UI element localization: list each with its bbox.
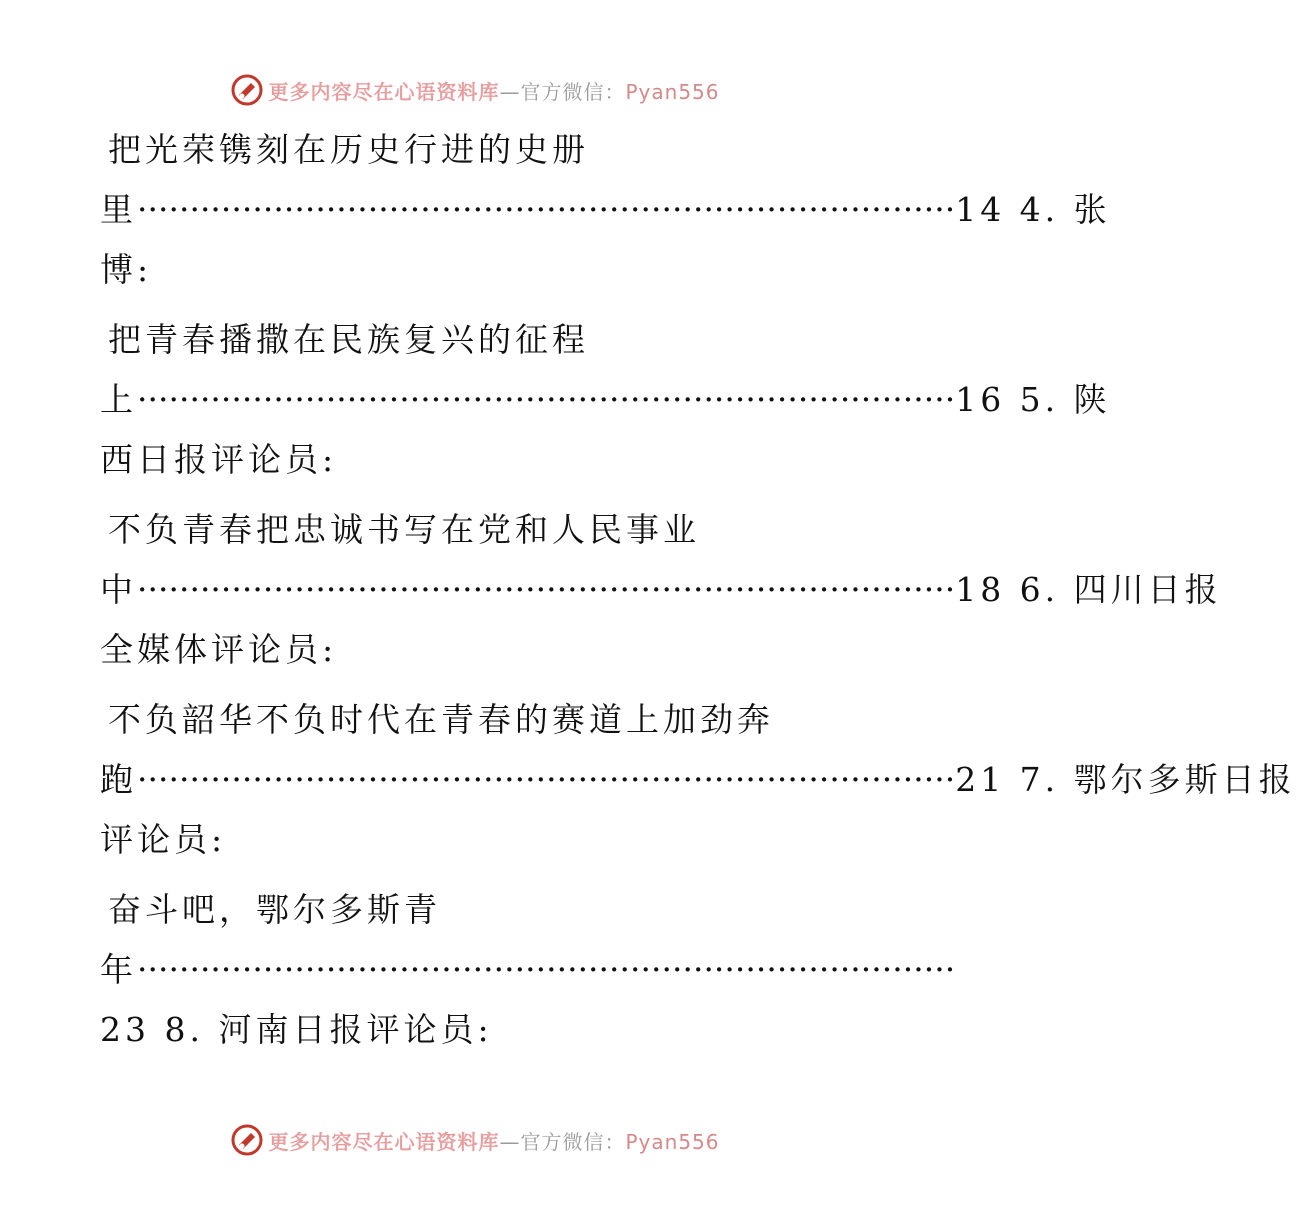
- toc-entry-leader-line: [100, 370, 1111, 430]
- toc-entry-leader-line: [100, 940, 956, 1000]
- toc-entry-leader-line: [100, 750, 1296, 810]
- watermark-header: [0, 72, 950, 108]
- watermark-separator: —: [499, 1129, 521, 1154]
- watermark-wechat-id: Pyan556: [625, 79, 720, 104]
- toc-entry-page: 16 5. 陕: [955, 380, 1111, 419]
- toc-entry-leader-line: [100, 560, 1222, 620]
- dot-leader: ··············································································: [137, 570, 956, 609]
- toc-entry-lead: 中: [100, 570, 137, 609]
- toc-entry-page: 18 6. 四川日报: [955, 570, 1222, 609]
- toc-entry-continuation: 全媒体评论员:: [100, 630, 338, 669]
- logo-icon: [230, 73, 264, 107]
- toc-entry-continuation: 23 8. 河南日报评论员:: [100, 1010, 493, 1049]
- toc-entry-page: 21 7. 鄂尔多斯日报: [955, 760, 1296, 799]
- toc-entry-title: 把光荣镌刻在历史行进的史册: [108, 130, 589, 169]
- toc-entry-title: 奋斗吧，鄂尔多斯青: [108, 890, 441, 929]
- toc-entry-leader-line: [100, 180, 1111, 240]
- toc-entry-continuation: 评论员:: [100, 820, 227, 859]
- toc-entry-continuation: 西日报评论员:: [100, 440, 338, 479]
- toc-entry-lead: 上: [100, 380, 137, 419]
- dot-leader: ··············································································: [137, 190, 956, 229]
- watermark-brand: 更多内容尽在心语资料库: [268, 1129, 500, 1154]
- toc-entry-title: 不负韶华不负时代在青春的赛道上加劲奔: [108, 700, 774, 739]
- toc-entry-title: 不负青春把忠诚书写在党和人民事业: [108, 510, 700, 549]
- watermark-official-label: 官方微信：: [520, 1129, 626, 1154]
- toc-entry-lead: 跑: [100, 760, 137, 799]
- watermark-wechat-id: Pyan556: [625, 1129, 720, 1154]
- toc-entry-lead: 里: [100, 190, 137, 229]
- toc-entry-page: 14 4. 张: [955, 190, 1111, 229]
- watermark-footer: [0, 1122, 950, 1158]
- watermark-text: [268, 76, 719, 105]
- watermark-official-label: 官方微信：: [520, 79, 626, 104]
- dot-leader: ··············································································: [137, 760, 956, 799]
- toc-entry-continuation: 博:: [100, 250, 153, 289]
- logo-icon: [230, 1123, 264, 1157]
- toc-content: [100, 120, 1296, 1060]
- dot-leader: ··············································································: [137, 380, 956, 419]
- toc-entry-title: 把青春播撒在民族复兴的征程: [108, 320, 589, 359]
- toc-entry-lead: 年: [100, 950, 137, 989]
- watermark-separator: —: [499, 79, 521, 104]
- dot-leader: ··············································································: [137, 950, 956, 989]
- watermark-brand: 更多内容尽在心语资料库: [268, 79, 500, 104]
- watermark-text: [268, 1126, 719, 1155]
